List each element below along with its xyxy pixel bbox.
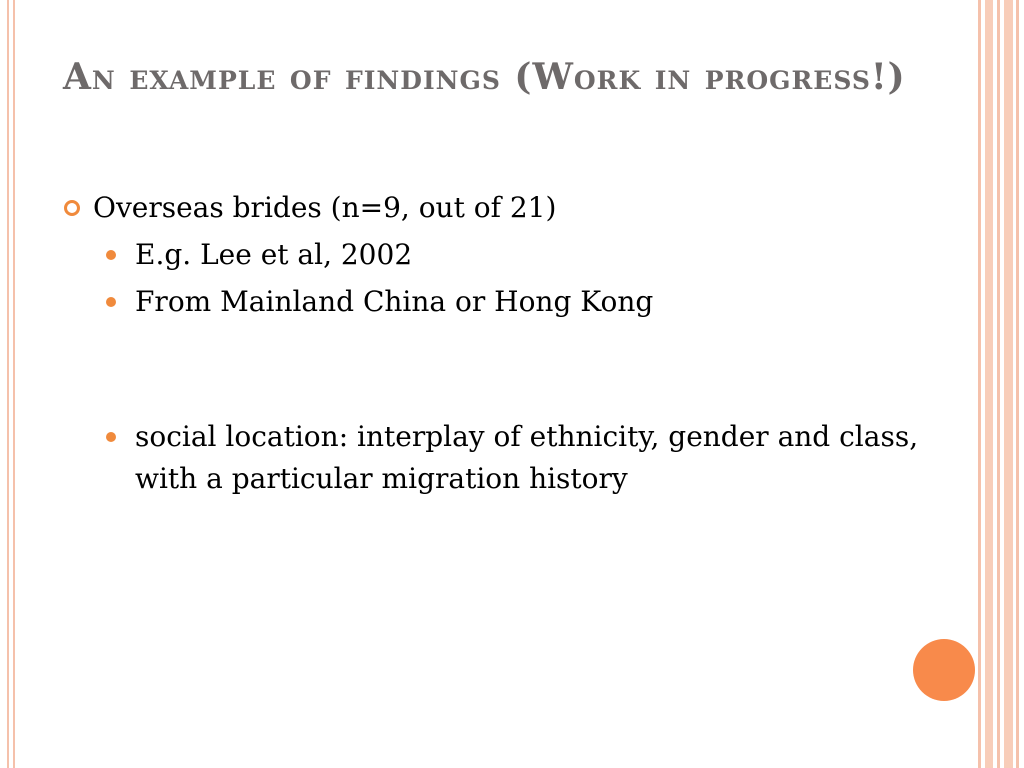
right-stripe (1016, 0, 1019, 768)
spacer (63, 323, 923, 411)
right-stripe (1004, 0, 1013, 768)
open-circle-bullet-icon (64, 200, 80, 216)
bullet-text: From Mainland China or Hong Kong (135, 285, 654, 318)
right-stripe (985, 0, 993, 768)
slide-content (63, 187, 923, 500)
bullet-level1 (63, 187, 923, 229)
bullet-text: social location: interplay of ethnicity, gender and class, with a particular migration history (135, 420, 919, 495)
filled-dot-bullet-icon (106, 250, 116, 260)
right-border-stripes (978, 0, 1024, 768)
left-border-line (13, 0, 15, 768)
left-border-line (7, 0, 9, 768)
bullet-text: E.g. Lee et al, 2002 (135, 238, 413, 271)
bullet-level2 (63, 281, 923, 323)
orange-circle-icon (913, 639, 975, 701)
right-stripe (997, 0, 1000, 768)
bullet-level2 (63, 416, 923, 500)
bullet-text: Overseas brides (n=9, out of 21) (93, 191, 557, 224)
filled-dot-bullet-icon (106, 297, 116, 307)
left-border-lines (7, 0, 17, 768)
bullet-level2 (63, 234, 923, 276)
slide-title: An example of findings (Work in progress!) (63, 56, 906, 98)
filled-dot-bullet-icon (106, 432, 116, 442)
right-stripe (978, 0, 981, 768)
